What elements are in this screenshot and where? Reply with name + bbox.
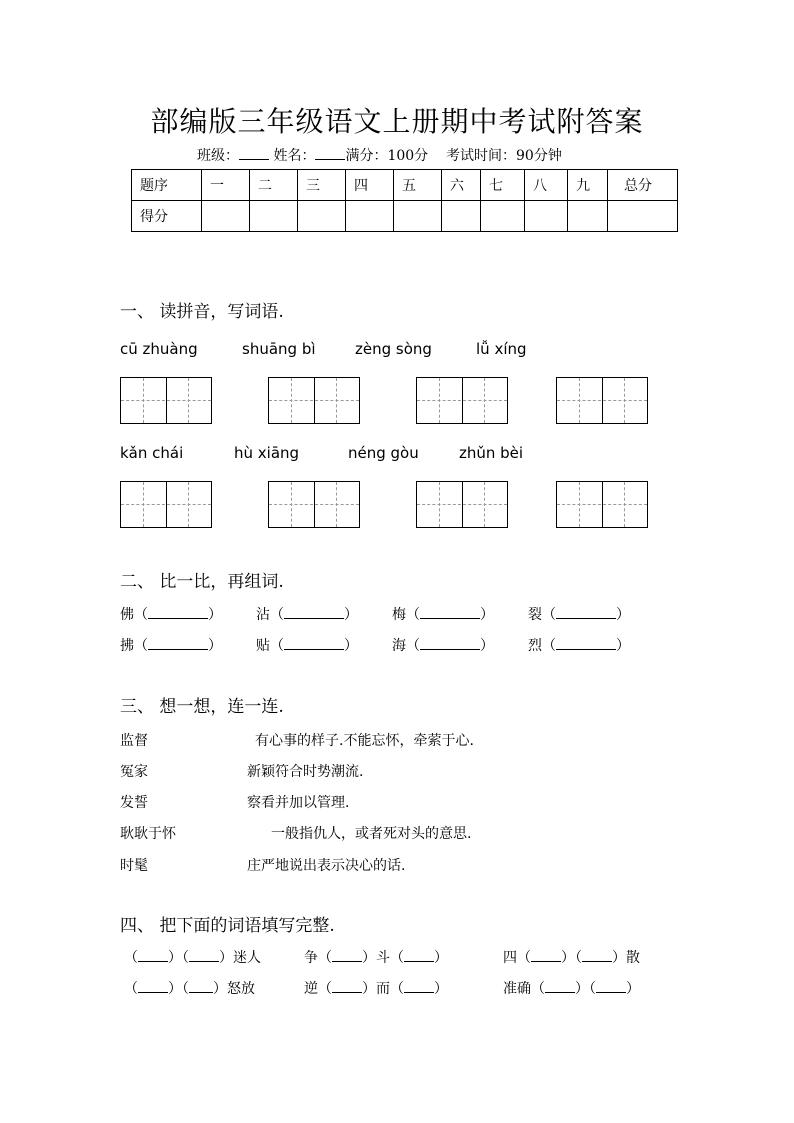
writing-grid[interactable] [556,481,648,528]
score-header-cell: 题序 [132,170,202,201]
pinyin-prompt: zhǔn bèi [459,444,524,462]
writing-grid[interactable] [556,377,648,424]
full-score: 满分：100分 [345,148,429,164]
writing-grid[interactable] [268,481,360,528]
compare-item: 拂（ ） [120,635,222,655]
answer-blank[interactable] [332,947,362,962]
match-definition[interactable]: 有心事的样子.不能忘怀，牵萦于心. [255,733,474,749]
score-header-cell: 四 [346,170,394,201]
answer-blank[interactable] [420,635,480,650]
compare-item: 沾（ ） [256,604,358,624]
score-cell[interactable] [608,201,678,232]
score-cell[interactable] [394,201,442,232]
match-definition[interactable]: 一般指仇人，或者死对头的意思. [271,826,472,842]
compare-item: 梅（ ） [392,604,494,624]
answer-blank[interactable] [332,978,362,993]
match-word[interactable]: 监督 [120,733,148,749]
writing-grid[interactable] [120,377,212,424]
compare-item: 烈（ ） [528,635,630,655]
match-definition[interactable]: 察看并加以管理. [247,795,350,811]
pinyin-prompt: hù xiāng [234,444,300,462]
idiom-item: （ ）（ ）迷人 [124,947,261,967]
compare-item: 裂（ ） [528,604,630,624]
score-cell[interactable] [442,201,481,232]
section-3-heading: 三、 想一想，连一连. [120,697,284,717]
answer-blank[interactable] [189,978,213,993]
compare-item: 佛（ ） [120,604,222,624]
writing-grid[interactable] [416,481,508,528]
answer-blank[interactable] [404,978,434,993]
exam-meta [197,145,562,165]
pinyin-prompt: kǎn chái [120,444,184,462]
idiom-item: 争（ ）斗（ ） [304,947,448,967]
answer-blank[interactable] [138,947,168,962]
score-header-cell: 七 [481,170,525,201]
answer-blank[interactable] [556,635,616,650]
answer-blank[interactable] [189,947,219,962]
answer-blank[interactable] [420,604,480,619]
answer-blank[interactable] [284,604,344,619]
score-cell[interactable] [298,201,346,232]
score-header-cell: 九 [568,170,608,201]
pinyin-prompt: shuāng bì [242,340,316,358]
class-blank[interactable] [239,147,269,160]
score-cell[interactable] [202,201,250,232]
exam-time: 考试时间：90分钟 [446,148,562,164]
idiom-item: 逆（ ）而（ ） [304,978,448,998]
idiom-item: 准确（ ）（ ） [503,978,640,998]
score-table [131,169,678,232]
score-header-cell: 一 [202,170,250,201]
score-header-cell: 三 [298,170,346,201]
page-title: 部编版三年级语文上册期中考试附答案 [150,105,644,138]
score-cell[interactable] [481,201,525,232]
score-table-header-row [132,170,678,201]
pinyin-prompt: zèng sòng [355,340,432,358]
idiom-item: 四（ ）（ ）散 [503,947,640,967]
score-cell[interactable] [568,201,608,232]
answer-blank[interactable] [404,947,434,962]
match-word[interactable]: 时髦 [120,858,148,874]
compare-item: 贴（ ） [256,635,358,655]
score-header-cell: 五 [394,170,442,201]
name-blank[interactable] [315,147,345,160]
score-cell[interactable] [346,201,394,232]
writing-grid[interactable] [120,481,212,528]
answer-blank[interactable] [148,604,208,619]
answer-blank[interactable] [148,635,208,650]
idiom-item: （ ）（ ）怒放 [124,978,255,998]
pinyin-prompt: cū zhuàng [120,340,198,358]
score-header-cell: 八 [525,170,568,201]
answer-blank[interactable] [596,978,626,993]
match-word[interactable]: 耿耿于怀 [120,826,176,842]
score-cell[interactable] [250,201,298,232]
match-definition[interactable]: 新颖符合时势潮流. [247,764,364,780]
pinyin-prompt: lǚ xíng [476,340,527,358]
section-4-heading: 四、 把下面的词语填写完整. [120,916,335,936]
answer-blank[interactable] [556,604,616,619]
name-label: 姓名： [273,148,316,164]
score-header-cell: 总分 [608,170,678,201]
answer-blank[interactable] [582,947,612,962]
answer-blank[interactable] [138,978,168,993]
class-label: 班级： [197,148,239,164]
writing-grid[interactable] [416,377,508,424]
answer-blank[interactable] [545,978,575,993]
section-2-heading: 二、 比一比，再组词. [120,572,284,592]
answer-blank[interactable] [531,947,561,962]
score-row-label: 得分 [132,201,202,232]
answer-blank[interactable] [284,635,344,650]
compare-item: 海（ ） [392,635,494,655]
score-table-row [132,201,678,232]
score-header-cell: 二 [250,170,298,201]
writing-grid[interactable] [268,377,360,424]
pinyin-prompt: néng gòu [348,444,419,462]
section-1-heading: 一、 读拼音，写词语. [120,302,284,322]
match-word[interactable]: 发誓 [120,795,148,811]
match-definition[interactable]: 庄严地说出表示决心的话. [247,858,406,874]
match-word[interactable]: 冤家 [120,764,148,780]
score-cell[interactable] [525,201,568,232]
score-header-cell: 六 [442,170,481,201]
